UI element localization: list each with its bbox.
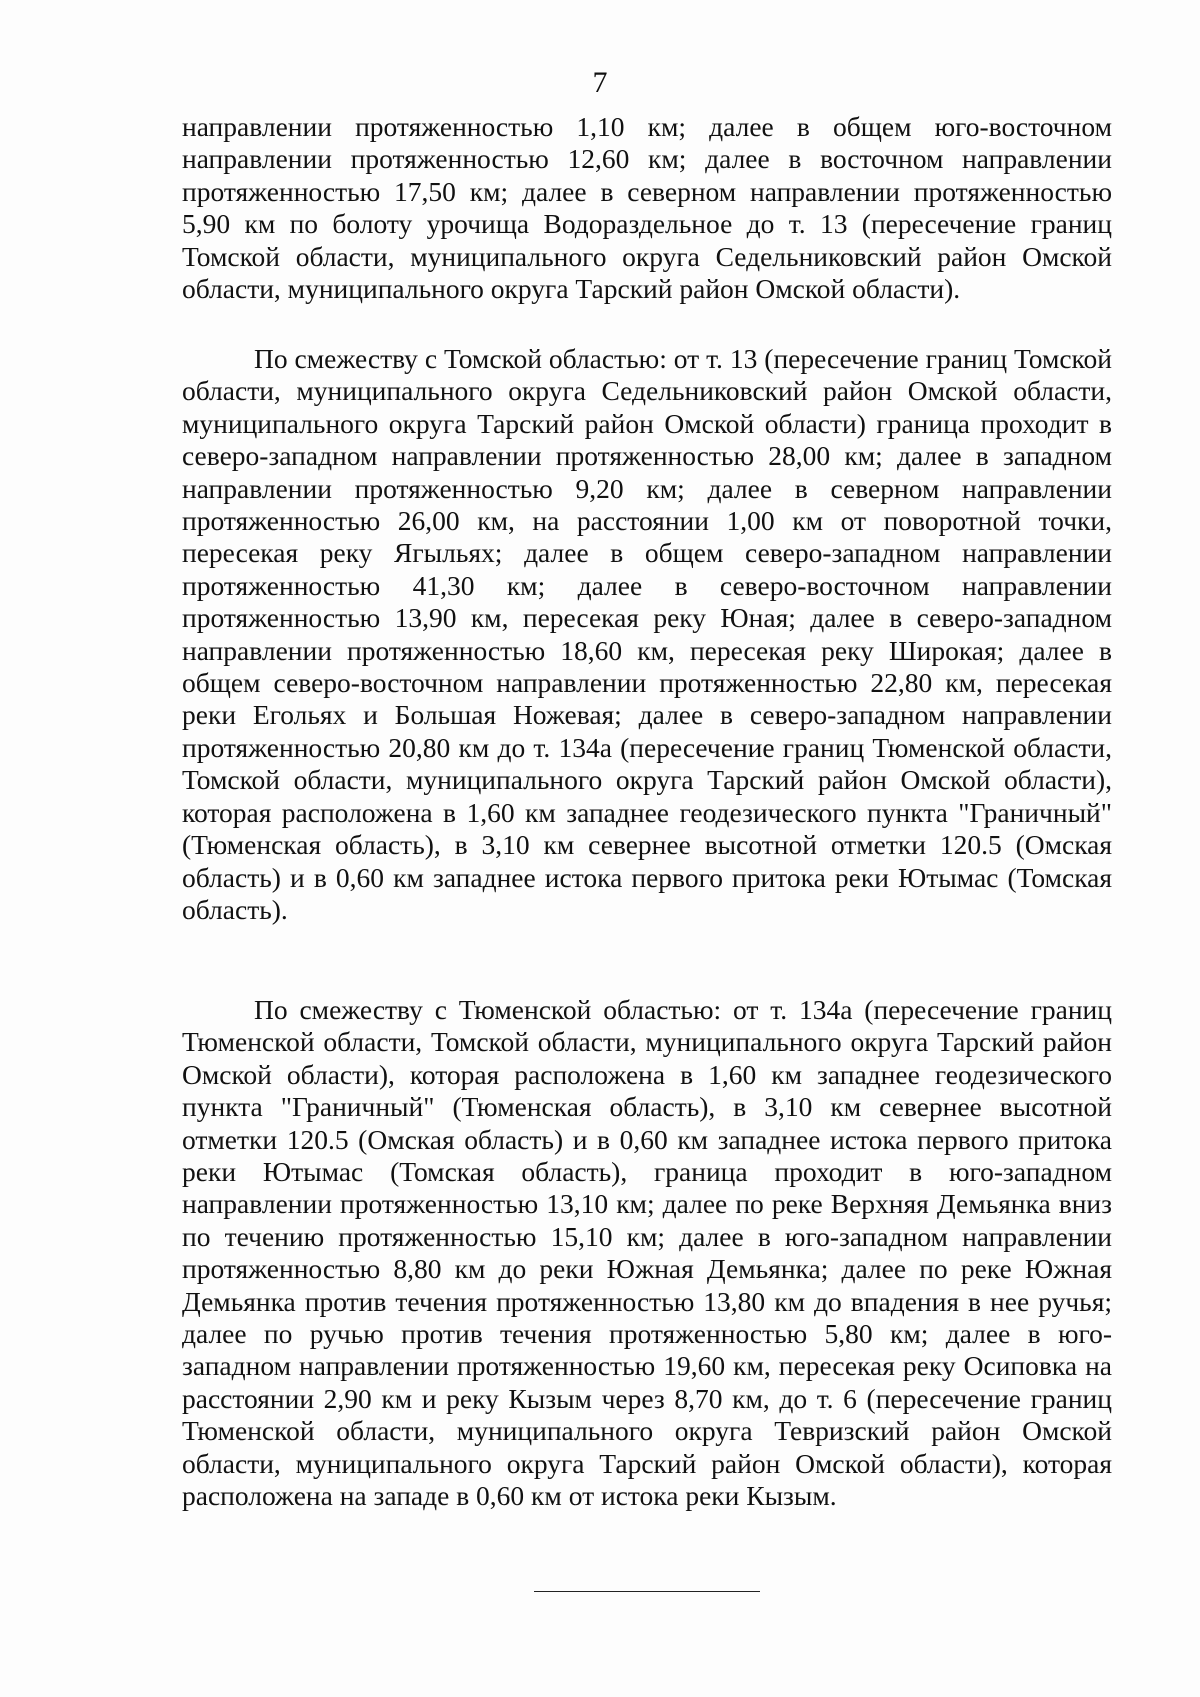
page-number: 7 <box>592 66 608 99</box>
paragraph-continuation: направлении протяженностью 1,10 км; далее в общем юго-восточном направлении протяженностью 12,60 км; далее в восточном направлении протяженностью 17,50 км; далее в северном направлении протяженностью 5,90 км по болоту урочища Водораздельное до т. 13 (пересечение границ Томской области, муниципального округа Седельниковский район Омской области, муниципального округа Тарский район Омской области). <box>182 111 1112 305</box>
paragraph-tyumen-boundary: По смежеству с Тюменской областью: от т. 134а (пересечение границ Тюменской области, Томской области, муниципального округа Тарский район Омской области), которая расположена в 1,60 км западнее геодезического пункта "Граничный" (Тюменская область), в 3,10 км севернее высотной отметки 120.5 (Омская область) и в 0,60 км западнее истока первого притока реки Ютымас (Томская область), граница проходит в юго-западном направлении протяженностью 13,10 км; далее по реке Верхняя Демьянка вниз по течению протяженностью 15,10 км; далее в юго-западном направлении протяженностью 8,80 км до реки Южная Демьянка; далее по реке Южная Демьянка против течения протяженностью 13,80 км до впадения в нее ручья; далее по ручью против течения протяженностью 5,80 км; далее в юго-западном направлении протяженностью 19,60 км, пересекая реку Осиповка на расстоянии 2,90 км и реку Кызым через 8,70 км, до т. 6 (пересечение границ Тюменской области, муниципального округа Тевризский район Омской области, муниципального округа Тарский район Омской области), которая расположена на западе в 0,60 км от истока реки Кызым. <box>182 994 1112 1512</box>
end-separator-line <box>534 1591 760 1592</box>
paragraph-tomsk-boundary: По смежеству с Томской областью: от т. 13 (пересечение границ Томской области, муниципального округа Седельниковский район Омской области, муниципального округа Тарский район Омской области) граница проходит в северо-западном направлении протяженностью 28,00 км; далее в западном направлении протяженностью 9,20 км; далее в северном направлении протяженностью 26,00 км, на расстоянии 1,00 км от поворотной точки, пересекая реку Ягыльях; далее в общем северо-западном направлении протяженностью 41,30 км; далее в северо-восточном направлении протяженностью 13,90 км, пересекая реку Юная; далее в северо-западном направлении протяженностью 18,60 км, пересекая реку Широкая; далее в общем северо-восточном направлении протяженностью 22,80 км, пересекая реки Егольях и Большая Ножевая; далее в северо-западном направлении протяженностью 20,80 км до т. 134а (пересечение границ Тюменской области, Томской области, муниципального округа Тарский район Омской области), которая расположена в 1,60 км западнее геодезического пункта "Граничный" (Тюменская область), в 3,10 км севернее высотной отметки 120.5 (Омская область) и в 0,60 км западнее истока первого притока реки Ютымас (Томская область). <box>182 343 1112 925</box>
